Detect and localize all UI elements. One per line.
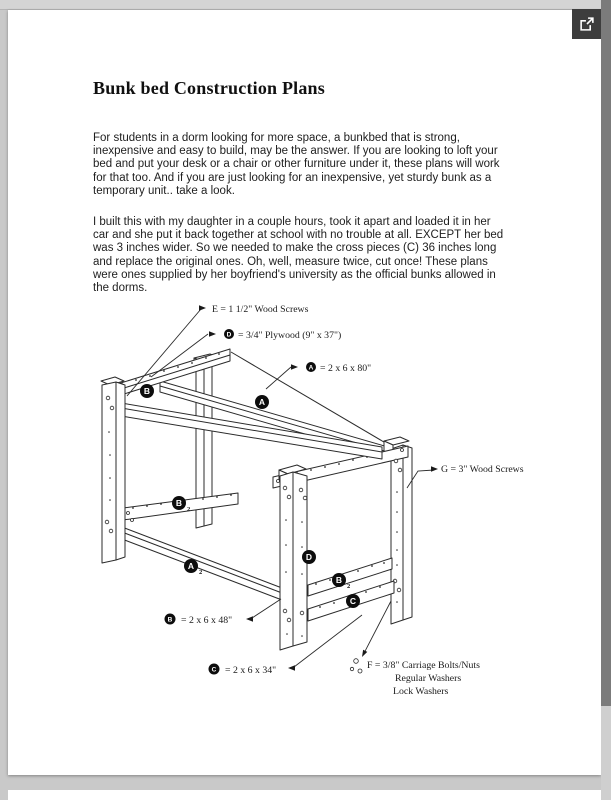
left-front-post [101, 377, 125, 563]
svg-text:2: 2 [187, 506, 191, 513]
text-line: I built this with my daughter in a couple hours, took it apart and loaded it in her [93, 216, 491, 228]
svg-text:D: D [226, 331, 232, 339]
legend-e: E = 1 1/2" Wood Screws [212, 304, 309, 315]
svg-text:C: C [349, 596, 357, 606]
svg-text:A: A [187, 561, 195, 571]
scrollbar[interactable] [601, 0, 611, 800]
svg-text:D: D [305, 552, 313, 562]
front-right-post [280, 472, 307, 650]
text-line: inexpensive and easy to build, may be the answer. If you are looking to loft your [93, 145, 498, 158]
text-line: for that too. And if you are just looking for an inexpensive, yet sturdy bunk as a [93, 171, 492, 184]
badge-a-top [255, 395, 269, 409]
bunk-bed-diagram [95, 300, 565, 712]
legend-f-line3: Lock Washers [393, 686, 449, 697]
svg-text:2: 2 [199, 569, 203, 576]
legend-f-line1: F = 3/8" Carriage Bolts/Nuts [367, 660, 480, 671]
badge-b-top [140, 384, 154, 398]
svg-text:A: A [258, 397, 266, 407]
text-line: bed and put your desk or a chair or other furniture under it, these plans will work [93, 158, 500, 171]
viewer-topbar [0, 0, 611, 10]
legend-c: = 2 x 6 x 34" [225, 665, 277, 676]
story-paragraph [93, 216, 538, 295]
legend-g: G = 3" Wood Screws [441, 464, 524, 475]
text-line: For students in a dorm looking for more space, a bunkbed that is strong, [93, 132, 460, 144]
text-line: and replace the original ones. Oh, well, measure twice, cut once! These plans [93, 255, 488, 268]
legend-a: = 2 x 6 x 80" [320, 363, 372, 374]
svg-text:2: 2 [347, 583, 351, 590]
svg-text:C: C [211, 666, 217, 674]
text-line: were ones supplied by her boyfriend's university as the official bunks allowed in [93, 268, 496, 281]
text-line: temporary unit.. take a look. [93, 184, 235, 197]
legend-b: = 2 x 6 x 48" [181, 615, 233, 626]
svg-text:B: B [167, 616, 173, 624]
legend-f-bolt-icons [350, 659, 362, 673]
text-line: was 3 inches wider. So we needed to make the cross pieces (C) 36 inches long [93, 242, 497, 255]
text-line: car and she put it back together at school with no trouble at all. EXCEPT her bed [93, 229, 504, 242]
legend-f-line2: Regular Washers [395, 673, 462, 684]
page-title: Bunk bed Construction Plans [93, 78, 325, 98]
legend-d: = 3/4" Plywood (9" x 37") [238, 330, 342, 341]
svg-text:B: B [143, 386, 151, 396]
right-rear-post [384, 437, 412, 624]
svg-text:B: B [175, 498, 183, 508]
scrollbar-thumb[interactable] [601, 0, 611, 706]
intro-paragraph [93, 132, 538, 198]
text-line: the dorms. [93, 282, 148, 295]
svg-text:B: B [335, 575, 343, 585]
next-page-sliver [8, 790, 601, 800]
svg-text:A: A [308, 364, 314, 372]
open-in-new-button[interactable] [572, 9, 602, 39]
badge-c [346, 594, 360, 608]
front-lower-rail [122, 527, 282, 600]
open-in-new-icon [579, 16, 595, 32]
badge-d [302, 550, 316, 564]
